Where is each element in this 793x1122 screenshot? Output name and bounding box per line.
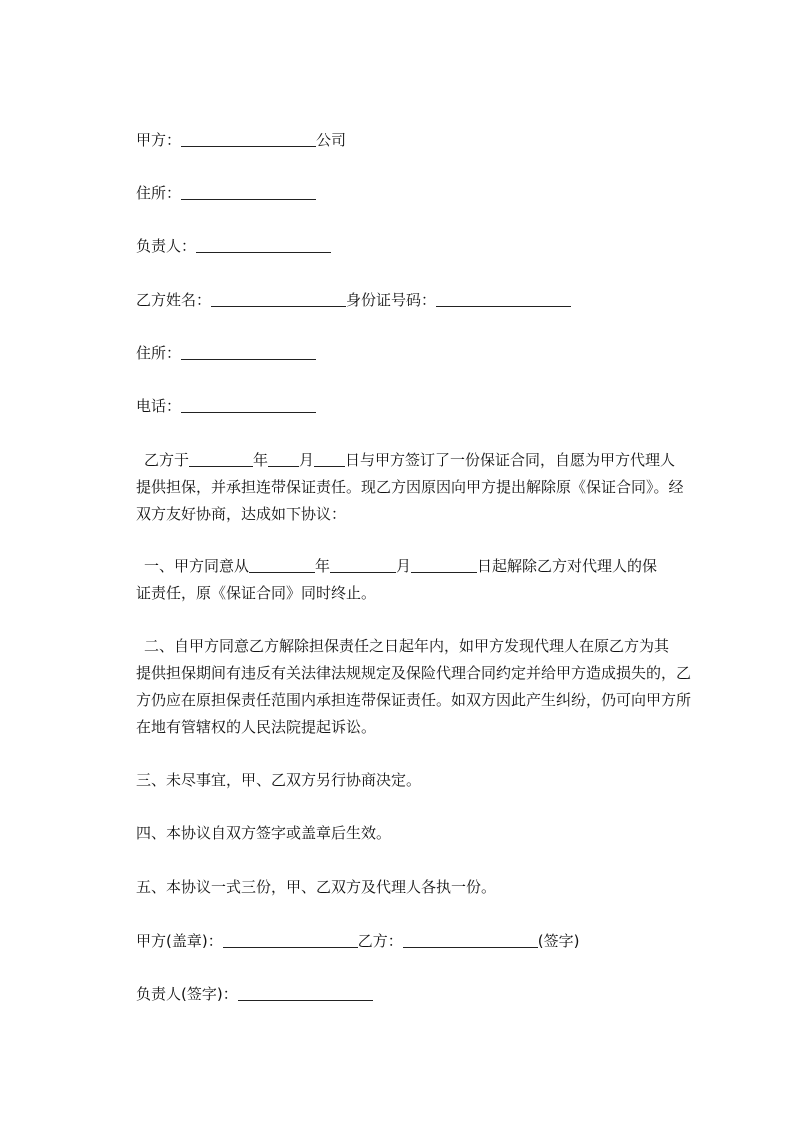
- person-sign-label: 负责人(签字)：: [136, 985, 238, 1003]
- phone-line: [136, 397, 316, 415]
- party-b-name-blank[interactable]: [211, 292, 346, 307]
- party-b-name-label: 乙方姓名：: [136, 291, 212, 309]
- person-sign-blank[interactable]: [238, 986, 373, 1001]
- phone-label: 电话：: [136, 397, 182, 415]
- clause-4: 四、本协议自双方签字或盖章后生效。: [136, 824, 392, 842]
- clause-1-month-blank[interactable]: [330, 558, 396, 573]
- party-b-sign-suffix: (签字): [537, 932, 580, 950]
- intro-day-blank[interactable]: [314, 452, 345, 467]
- person-in-charge-line: [136, 237, 331, 255]
- clause-3: 三、未尽事宜，甲、乙双方另行协商决定。: [136, 771, 422, 789]
- party-a-suffix: 公司: [316, 131, 347, 149]
- clause-2-line-2: 提供担保期间有违反有关法律法规规定及保险代理合同约定并给甲方造成损失的，乙: [136, 664, 692, 682]
- intro-line-3: 双方友好协商，达成如下协议：: [136, 505, 347, 523]
- clause-1-month-label: 月: [396, 557, 412, 575]
- clause-5: 五、本协议一式三份，甲、乙双方及代理人各执一份。: [136, 878, 497, 896]
- party-a-seal-blank[interactable]: [223, 933, 358, 948]
- intro-month-blank[interactable]: [268, 452, 299, 467]
- address2-label: 住所：: [136, 344, 182, 362]
- person-in-charge-blank[interactable]: [196, 238, 331, 253]
- intro-month-label: 月: [299, 451, 315, 469]
- clause-2-line-3: 方仍应在原担保责任范围内承担连带保证责任。如双方因此产生纠纷，仍可向甲方所: [136, 691, 692, 709]
- person-sign-line: [136, 985, 373, 1003]
- address-blank[interactable]: [181, 185, 316, 200]
- clause-1-year-label: 年: [315, 557, 331, 575]
- clause-1-year-blank[interactable]: [249, 558, 315, 573]
- address2-line: [136, 344, 316, 362]
- clause-1-text-a: 一、甲方同意从: [144, 557, 250, 575]
- intro-text-d: 日与甲方签订了一份保证合同，自愿为甲方代理人: [345, 451, 676, 469]
- party-b-line: [136, 291, 571, 309]
- clause-2-line-1: 二、自甲方同意乙方解除担保责任之日起年内，如甲方发现代理人在原乙方为其: [144, 637, 670, 655]
- id-number-blank[interactable]: [436, 292, 571, 307]
- clause-1-text-d: 日起解除乙方对代理人的保: [477, 557, 658, 575]
- intro-line-1: [144, 451, 675, 469]
- party-a-blank[interactable]: [181, 132, 316, 147]
- clause-1-day-blank[interactable]: [411, 558, 477, 573]
- signature-line: [136, 932, 579, 950]
- party-b-sign-label: 乙方：: [357, 932, 403, 950]
- intro-year-label: 年: [253, 451, 269, 469]
- clause-1-line-2: 证责任，原《保证合同》同时终止。: [136, 584, 377, 602]
- address2-blank[interactable]: [181, 345, 316, 360]
- address-label: 住所：: [136, 184, 182, 202]
- phone-blank[interactable]: [181, 398, 316, 413]
- party-a-line: [136, 131, 346, 149]
- intro-text-a: 乙方于: [144, 451, 190, 469]
- clause-2-line-4: 在地有管辖权的人民法院提起诉讼。: [136, 718, 377, 736]
- intro-line-2: 提供担保，并承担连带保证责任。现乙方因原因向甲方提出解除原《保证合同》。经: [136, 478, 684, 496]
- clause-1-line-1: [144, 557, 657, 575]
- address-line: [136, 184, 316, 202]
- person-in-charge-label: 负责人：: [136, 237, 197, 255]
- party-a-label: 甲方：: [136, 131, 182, 149]
- party-b-sign-blank[interactable]: [403, 933, 538, 948]
- party-a-seal-label: 甲方(盖章)：: [136, 932, 223, 950]
- id-number-label: 身份证号码：: [346, 291, 437, 309]
- intro-year-blank[interactable]: [189, 452, 253, 467]
